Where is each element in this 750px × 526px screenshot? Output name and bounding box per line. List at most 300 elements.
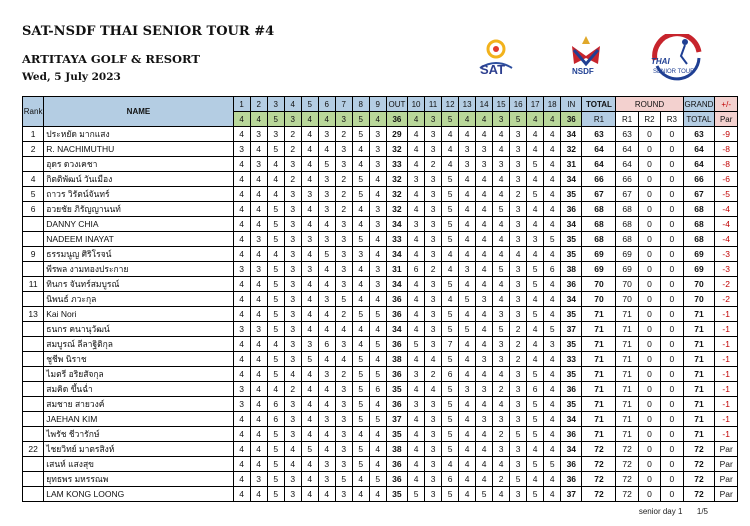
hole-score: 4 [233, 247, 250, 262]
hole-score: 4 [233, 412, 250, 427]
round-1-score: 71 [616, 352, 638, 367]
hole-score: 4 [335, 322, 352, 337]
round-2-score: 0 [638, 472, 660, 487]
hole-score: 4 [493, 127, 510, 142]
player-name: พีรพล งามทองประกาย [44, 262, 233, 277]
hole-score: 4 [476, 262, 493, 277]
round-3-score: 0 [661, 127, 683, 142]
footer-page: 1/5 [696, 507, 708, 516]
hole-score: 3 [318, 412, 335, 427]
hole-score: 5 [527, 307, 544, 322]
to-par: -4 [715, 217, 738, 232]
hole-score: 4 [442, 157, 459, 172]
hole-score: 5 [267, 442, 284, 457]
hole-score: 3 [301, 337, 318, 352]
round-2-score: 0 [638, 322, 660, 337]
hole-score: 3 [425, 472, 442, 487]
player-name: สมชาย สายวงค์ [44, 397, 233, 412]
round-2-score: 0 [638, 262, 660, 277]
rank-cell: 22 [23, 442, 44, 457]
hole-score: 3 [476, 157, 493, 172]
in-score: 36 [561, 202, 582, 217]
round-2-score: 0 [638, 202, 660, 217]
total-score: 69 [582, 262, 616, 277]
to-par: -1 [715, 397, 738, 412]
hole-score: 4 [442, 292, 459, 307]
hole-score: 5 [493, 262, 510, 277]
hole-score: 4 [318, 427, 335, 442]
hole-score: 5 [442, 232, 459, 247]
hole-score: 3 [233, 397, 250, 412]
hole-score: 3 [284, 427, 301, 442]
out-score: 36 [386, 292, 407, 307]
hole-score: 4 [544, 442, 561, 457]
hole-score: 3 [250, 322, 267, 337]
hole-score: 2 [284, 382, 301, 397]
grand-total-score: 67 [683, 187, 715, 202]
rank-cell [23, 232, 44, 247]
hole-score: 4 [318, 322, 335, 337]
grand-total-score: 72 [683, 442, 715, 457]
hole-score: 4 [352, 472, 369, 487]
hole-number-header: 6 [318, 97, 335, 112]
round-1-score: 71 [616, 412, 638, 427]
round-3-score: 0 [661, 457, 683, 472]
out-score: 33 [386, 157, 407, 172]
total-score: 69 [582, 247, 616, 262]
total-header: TOTAL [582, 97, 616, 112]
hole-score: 4 [408, 457, 425, 472]
hole-score: 2 [425, 367, 442, 382]
table-row [23, 382, 738, 397]
hole-score: 4 [233, 367, 250, 382]
hole-score: 2 [335, 127, 352, 142]
hole-score: 4 [318, 487, 335, 502]
hole-score: 4 [352, 292, 369, 307]
total-score: 70 [582, 292, 616, 307]
hole-score: 4 [369, 247, 386, 262]
hole-score: 4 [442, 262, 459, 277]
hole-score: 6 [267, 412, 284, 427]
in-score: 33 [561, 352, 582, 367]
hole-score: 4 [476, 472, 493, 487]
footer-label: senior day 1 [638, 507, 683, 516]
table-row [23, 397, 738, 412]
hole-par: 4 [527, 112, 544, 127]
hole-score: 4 [301, 127, 318, 142]
hole-score: 3 [510, 202, 527, 217]
hole-score: 4 [250, 442, 267, 457]
rank-cell [23, 292, 44, 307]
hole-score: 5 [369, 307, 386, 322]
hole-score: 4 [476, 277, 493, 292]
round-2-score: 0 [638, 382, 660, 397]
hole-score: 3 [284, 307, 301, 322]
hole-score: 4 [233, 472, 250, 487]
out-score: 38 [386, 352, 407, 367]
name-header: NAME [44, 97, 233, 127]
hole-score: 5 [267, 427, 284, 442]
in-score: 36 [561, 277, 582, 292]
hole-score: 2 [335, 307, 352, 322]
hole-par: 4 [476, 112, 493, 127]
grand-total-score: 70 [683, 292, 715, 307]
hole-score: 4 [233, 127, 250, 142]
hole-score: 4 [425, 352, 442, 367]
hole-score: 3 [284, 397, 301, 412]
hole-number-header: 11 [425, 97, 442, 112]
hole-score: 5 [442, 217, 459, 232]
hole-score: 5 [510, 427, 527, 442]
tour-logo-text-2: SENIOR TOUR [653, 69, 695, 75]
total-score: 64 [582, 157, 616, 172]
hole-score: 5 [369, 337, 386, 352]
hole-score: 5 [318, 157, 335, 172]
out-score: 34 [386, 217, 407, 232]
hole-score: 4 [544, 127, 561, 142]
hole-score: 3 [335, 217, 352, 232]
round-2-score: 0 [638, 337, 660, 352]
player-name: อุดร ดวงเคชา [44, 157, 233, 172]
hole-score: 4 [233, 292, 250, 307]
round-3-score: 0 [661, 217, 683, 232]
player-name: ยุทธพร มหรรณพ [44, 472, 233, 487]
thai-senior-tour-logo [645, 34, 709, 82]
hole-score: 5 [301, 442, 318, 457]
to-par: -1 [715, 322, 738, 337]
hole-score: 4 [459, 172, 476, 187]
hole-score: 4 [369, 427, 386, 442]
out-score: 32 [386, 187, 407, 202]
hole-score: 4 [476, 172, 493, 187]
hole-par: 4 [369, 112, 386, 127]
hole-score: 5 [527, 457, 544, 472]
hole-score: 3 [335, 487, 352, 502]
hole-score: 4 [527, 202, 544, 217]
round-2-score: 0 [638, 172, 660, 187]
round-1-score: 71 [616, 382, 638, 397]
hole-score: 5 [267, 217, 284, 232]
in-header: IN [561, 97, 582, 112]
hole-score: 4 [493, 487, 510, 502]
hole-score: 6 [544, 262, 561, 277]
hole-score: 5 [527, 487, 544, 502]
hole-score: 3 [408, 367, 425, 382]
hole-score: 5 [527, 277, 544, 292]
hole-score: 3 [408, 397, 425, 412]
hole-score: 3 [335, 157, 352, 172]
hole-score: 4 [527, 472, 544, 487]
hole-score: 4 [250, 142, 267, 157]
hole-score: 4 [442, 247, 459, 262]
to-par: -1 [715, 367, 738, 382]
hole-score: 3 [250, 157, 267, 172]
rank-cell: 11 [23, 277, 44, 292]
player-name: ธนกร คนานุวัฒน์ [44, 322, 233, 337]
hole-score: 3 [233, 262, 250, 277]
hole-score: 4 [493, 172, 510, 187]
total-score: 71 [582, 322, 616, 337]
hole-score: 4 [476, 217, 493, 232]
hole-score: 4 [476, 337, 493, 352]
hole-score: 3 [335, 142, 352, 157]
hole-score: 2 [425, 262, 442, 277]
round-2-score: 0 [638, 307, 660, 322]
hole-score: 5 [476, 487, 493, 502]
table-row [23, 412, 738, 427]
hole-score: 4 [301, 247, 318, 262]
hole-score: 4 [301, 472, 318, 487]
hole-score: 4 [318, 217, 335, 232]
to-par: -8 [715, 142, 738, 157]
hole-score: 4 [459, 442, 476, 457]
hole-par: 4 [459, 112, 476, 127]
hole-score: 4 [301, 307, 318, 322]
player-name: ไชยวิทย์ มาตรสิงห์ [44, 442, 233, 457]
hole-score: 4 [527, 442, 544, 457]
hole-score: 5 [267, 352, 284, 367]
to-par: -3 [715, 247, 738, 262]
round-3-score: 0 [661, 382, 683, 397]
rank-cell [23, 397, 44, 412]
hole-score: 4 [476, 187, 493, 202]
hole-score: 5 [442, 352, 459, 367]
hole-score: 4 [493, 397, 510, 412]
hole-score: 4 [250, 352, 267, 367]
sat-logo [472, 36, 520, 80]
hole-score: 4 [369, 172, 386, 187]
round-3-score: 0 [661, 262, 683, 277]
hole-score: 4 [233, 172, 250, 187]
hole-score: 4 [493, 367, 510, 382]
hole-score: 4 [459, 247, 476, 262]
hole-score: 2 [493, 382, 510, 397]
grand-total-score: 71 [683, 352, 715, 367]
round-3-score: 0 [661, 247, 683, 262]
total-score: 71 [582, 367, 616, 382]
hole-score: 3 [510, 172, 527, 187]
hole-score: 4 [233, 352, 250, 367]
hole-score: 4 [318, 442, 335, 457]
round-1-score: 68 [616, 217, 638, 232]
hole-score: 4 [408, 292, 425, 307]
hole-score: 2 [284, 142, 301, 157]
hole-score: 3 [510, 487, 527, 502]
hole-score: 5 [267, 487, 284, 502]
grand-total-score: 66 [683, 172, 715, 187]
to-par: -9 [715, 127, 738, 142]
out-score: 36 [386, 457, 407, 472]
hole-score: 3 [510, 217, 527, 232]
hole-number-header: 18 [544, 97, 561, 112]
hole-score: 3 [369, 157, 386, 172]
hole-score: 4 [301, 397, 318, 412]
hole-score: 3 [493, 307, 510, 322]
hole-score: 3 [284, 262, 301, 277]
hole-score: 5 [267, 142, 284, 157]
round-2-score: 0 [638, 397, 660, 412]
to-par: -1 [715, 352, 738, 367]
hole-score: 4 [544, 277, 561, 292]
player-name: ธรรมนูญ ศิริโรจน์ [44, 247, 233, 262]
hole-score: 4 [544, 397, 561, 412]
hole-score: 4 [493, 232, 510, 247]
hole-score: 4 [369, 397, 386, 412]
hole-score: 3 [510, 367, 527, 382]
header-row-holes [23, 97, 738, 112]
round-1-score: 71 [616, 307, 638, 322]
hole-score: 4 [442, 142, 459, 157]
hole-score: 4 [250, 337, 267, 352]
player-name: อวยชัย ภิรัญญานนท์ [44, 202, 233, 217]
hole-score: 3 [425, 127, 442, 142]
table-row [23, 292, 738, 307]
hole-score: 5 [318, 247, 335, 262]
hole-par: 4 [408, 112, 425, 127]
hole-score: 4 [318, 277, 335, 292]
hole-score: 3 [318, 472, 335, 487]
hole-score: 4 [408, 442, 425, 457]
hole-score: 4 [267, 247, 284, 262]
total-score: 71 [582, 307, 616, 322]
hole-score: 5 [369, 412, 386, 427]
hole-score: 5 [352, 457, 369, 472]
in-score: 34 [561, 217, 582, 232]
hole-score: 4 [408, 412, 425, 427]
hole-score: 3 [425, 487, 442, 502]
hole-score: 4 [459, 487, 476, 502]
rank-cell [23, 382, 44, 397]
hole-score: 4 [352, 217, 369, 232]
table-row [23, 307, 738, 322]
hole-score: 4 [493, 292, 510, 307]
hole-score: 3 [425, 307, 442, 322]
hole-score: 3 [250, 472, 267, 487]
hole-score: 4 [459, 427, 476, 442]
round-3-score: 0 [661, 157, 683, 172]
hole-score: 7 [442, 337, 459, 352]
nsdf-logo-text: NSDF [572, 67, 594, 76]
rank-cell [23, 457, 44, 472]
to-par: -3 [715, 262, 738, 277]
hole-score: 5 [352, 127, 369, 142]
hole-score: 5 [442, 277, 459, 292]
hole-score: 4 [544, 472, 561, 487]
out-score: 34 [386, 322, 407, 337]
rank-cell [23, 352, 44, 367]
hole-score: 3 [284, 352, 301, 367]
grand-total-score: 68 [683, 202, 715, 217]
table-row [23, 457, 738, 472]
round-1-score: 72 [616, 472, 638, 487]
hole-score: 4 [369, 232, 386, 247]
hole-par: 3 [335, 112, 352, 127]
hole-score: 3 [510, 397, 527, 412]
in-score: 37 [561, 322, 582, 337]
hole-score: 4 [459, 352, 476, 367]
hole-score: 3 [510, 382, 527, 397]
round-3-score: 0 [661, 367, 683, 382]
hole-par: 4 [544, 112, 561, 127]
grand-total-score: 63 [683, 127, 715, 142]
hole-score: 5 [408, 337, 425, 352]
hole-score: 3 [476, 142, 493, 157]
rank-cell [23, 157, 44, 172]
hole-score: 3 [459, 157, 476, 172]
grand-total-score: 64 [683, 142, 715, 157]
par-in: 36 [561, 112, 582, 127]
event-date: Wed, 5 July 2023 [22, 71, 121, 83]
hole-score: 3 [369, 202, 386, 217]
in-score: 35 [561, 232, 582, 247]
tour-logo-text-1: THAI [651, 57, 670, 66]
hole-score: 4 [233, 277, 250, 292]
hole-score: 4 [476, 457, 493, 472]
out-score: 31 [386, 262, 407, 277]
total-score: 68 [582, 202, 616, 217]
hole-score: 4 [301, 202, 318, 217]
round-2-score: 0 [638, 292, 660, 307]
grand-total-score: 69 [683, 247, 715, 262]
hole-score: 4 [527, 142, 544, 157]
grand-total-score: 71 [683, 367, 715, 382]
hole-score: 4 [284, 442, 301, 457]
in-score: 34 [561, 412, 582, 427]
rank-cell [23, 427, 44, 442]
hole-score: 4 [352, 427, 369, 442]
hole-score: 4 [301, 142, 318, 157]
hole-par: 3 [284, 112, 301, 127]
hole-score: 3 [459, 262, 476, 277]
hole-score: 3 [425, 322, 442, 337]
hole-score: 4 [493, 142, 510, 157]
hole-score: 4 [476, 247, 493, 262]
hole-score: 3 [425, 292, 442, 307]
hole-score: 4 [459, 337, 476, 352]
hole-score: 5 [408, 487, 425, 502]
grand-total-score: 68 [683, 232, 715, 247]
round-2-score: 0 [638, 157, 660, 172]
hole-score: 3 [233, 142, 250, 157]
hole-score: 4 [369, 442, 386, 457]
hole-score: 4 [250, 412, 267, 427]
table-row [23, 187, 738, 202]
hole-score: 2 [493, 427, 510, 442]
hole-score: 5 [442, 307, 459, 322]
hole-score: 3 [510, 127, 527, 142]
out-score: 36 [386, 337, 407, 352]
in-score: 36 [561, 427, 582, 442]
hole-score: 3 [510, 442, 527, 457]
hole-score: 5 [527, 367, 544, 382]
hole-score: 5 [442, 427, 459, 442]
hole-score: 4 [408, 232, 425, 247]
out-score: 32 [386, 202, 407, 217]
table-row [23, 352, 738, 367]
hole-score: 5 [301, 352, 318, 367]
hole-score: 2 [493, 472, 510, 487]
hole-score: 5 [527, 187, 544, 202]
hole-score: 4 [352, 202, 369, 217]
hole-score: 4 [476, 442, 493, 457]
hole-score: 4 [408, 277, 425, 292]
hole-score: 3 [425, 442, 442, 457]
grand-total-score: 71 [683, 412, 715, 427]
hole-score: 3 [335, 457, 352, 472]
hole-number-header: 8 [352, 97, 369, 112]
hole-score: 4 [250, 247, 267, 262]
hole-score: 3 [352, 247, 369, 262]
